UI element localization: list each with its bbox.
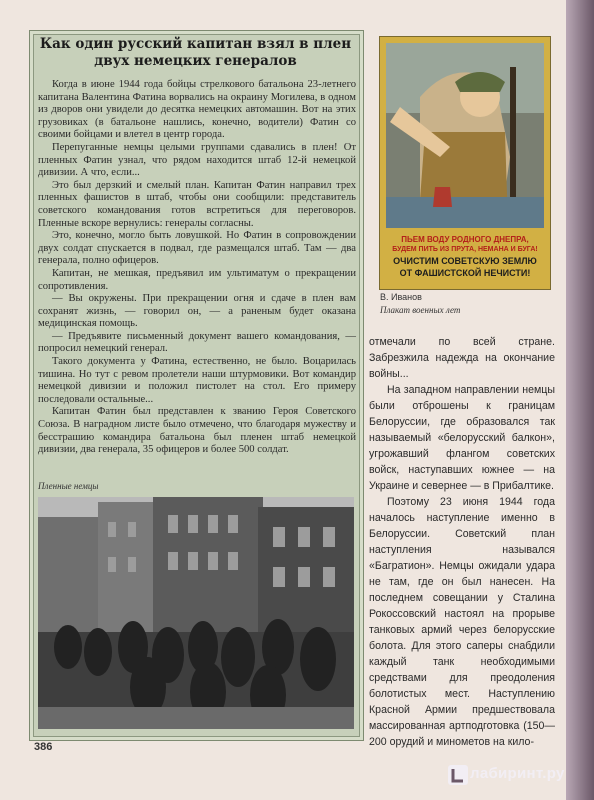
poster-text bbox=[384, 235, 546, 279]
prisoners-photo bbox=[38, 497, 354, 729]
poster-caption: Плакат военных лет bbox=[380, 305, 461, 315]
sidebar-paragraph: Такого документа у Фатина, естественно, не было. Воцарилась тишина. Но тут с ревом пролетели наши штурмовики. Вот командир немецкой дивизии и положил пистолет на стол. Его примеру последовали остальные... bbox=[38, 356, 356, 405]
sidebar-title bbox=[38, 36, 353, 70]
sidebar-paragraph: — Предъявите письменный документ вашего командования, — попросил немецкий генерал. bbox=[38, 330, 356, 355]
sidebar-paragraph: Капитан, не мешкая, предъявил им ультиматум о прекращении сопротивления. bbox=[38, 267, 356, 292]
sidebar-paragraph: Перепуганные немцы целыми группами сдавались в плен! От пленных Фатин узнал, что рядом находится штаб 12-й немецкой дивизии. А что, если... bbox=[38, 141, 356, 179]
page-edge-shadow bbox=[566, 0, 594, 800]
poster-line-4: ОТ ФАШИСТСКОЙ НЕЧИСТИ! bbox=[399, 268, 531, 278]
poster-line-2: БУДЕМ ПИТЬ ИЗ ПРУТА, НЕМАНА И БУГА! bbox=[392, 246, 538, 253]
page-number: 386 bbox=[34, 741, 53, 753]
sidebar-title-line-2: двух немецких генералов bbox=[94, 53, 297, 69]
sidebar-title-line-1: Как один русский капитан взял в плен bbox=[39, 36, 352, 52]
sidebar-paragraph: Это, конечно, могло быть ловушкой. Но Фатин в сопровождении двух солдат спускается в подвал, где размещался штаб. Там — два генерала, полно офицеров. bbox=[38, 230, 356, 267]
watermark bbox=[448, 765, 588, 787]
war-poster bbox=[379, 36, 551, 290]
labirint-logo-icon bbox=[448, 765, 468, 785]
sidebar-paragraph: Это был дерзкий и смелый план. Капитан Фатин направил трех пленных фашистов в штаб, чтобы они сообщили: представитель советского командования готов встретиться для переговоров. Пленные вскоре вернулись: генералы согласны. bbox=[38, 179, 356, 229]
sidebar-paragraph: Капитан Фатин был представлен к званию Героя Советского Союза. В наградном листе было отмечено, что благодаря мужеству и бесстрашию командира батальона был пленен штаб немецкой дивизии, два генерала, 35 офицеров и более 500 солдат. bbox=[38, 406, 356, 456]
sidebar-paragraph: Когда в июне 1944 года бойцы стрелкового батальона 23-летнего капитана Валентина Фатина ворвались на окраину Могилева, в одном из дворов они увидели до десятка немецких автомашин. Вот на этих грузовиках (в батальоне нашлись, конечно, водители) Фатин со своими бойцами и влетел в центр города. bbox=[38, 79, 356, 141]
sidebar-text bbox=[38, 79, 356, 457]
prisoners-photo-drawing bbox=[38, 497, 354, 729]
main-paragraph: отмечали по всей стране. Забрезжила надежда на окончание войны... bbox=[369, 336, 555, 380]
poster-author: В. Иванов bbox=[380, 292, 422, 302]
poster-line-1: ПЬЕМ ВОДУ РОДНОГО ДНЕПРА, bbox=[401, 235, 529, 244]
main-paragraph: На западном направлении немцы были отброшены к границам Белоруссии, где образовался так называемый «белорусский балкон», угрожавший флангом советских войск, наступавших южнее — на Украине и севернее — в Прибалтике. bbox=[369, 384, 555, 492]
main-paragraph: Поэтому 23 июня 1944 года началось наступление именно в Белоруссии. Советский план наступления назывался «Багратион». Немцы ожидали удара не там, где он был нанесен. На последнем совещании у Сталина Рокоссовский настоял на прорыве танковых армий через белорусские болота. Для этого саперы снабдили каждый танк необходимыми средствами для преодоления болотистых мест. Наступлению Красной Армии предшествовала массированная артподготовка (150—200 орудий и минометов на кило- bbox=[369, 496, 555, 748]
sidebar-paragraph: — Вы окружены. При прекращении огня и сдаче в плен вам сохранят жизнь, — говорил он, — а раненым будет оказана медицинская помощь. bbox=[38, 293, 356, 330]
main-text-column bbox=[369, 334, 555, 750]
watermark-text: лабиринт.ру bbox=[470, 765, 565, 782]
poster-line-3: ОЧИСТИМ СОВЕТСКУЮ ЗЕМЛЮ bbox=[393, 256, 537, 266]
photo-caption: Пленные немцы bbox=[38, 481, 99, 491]
